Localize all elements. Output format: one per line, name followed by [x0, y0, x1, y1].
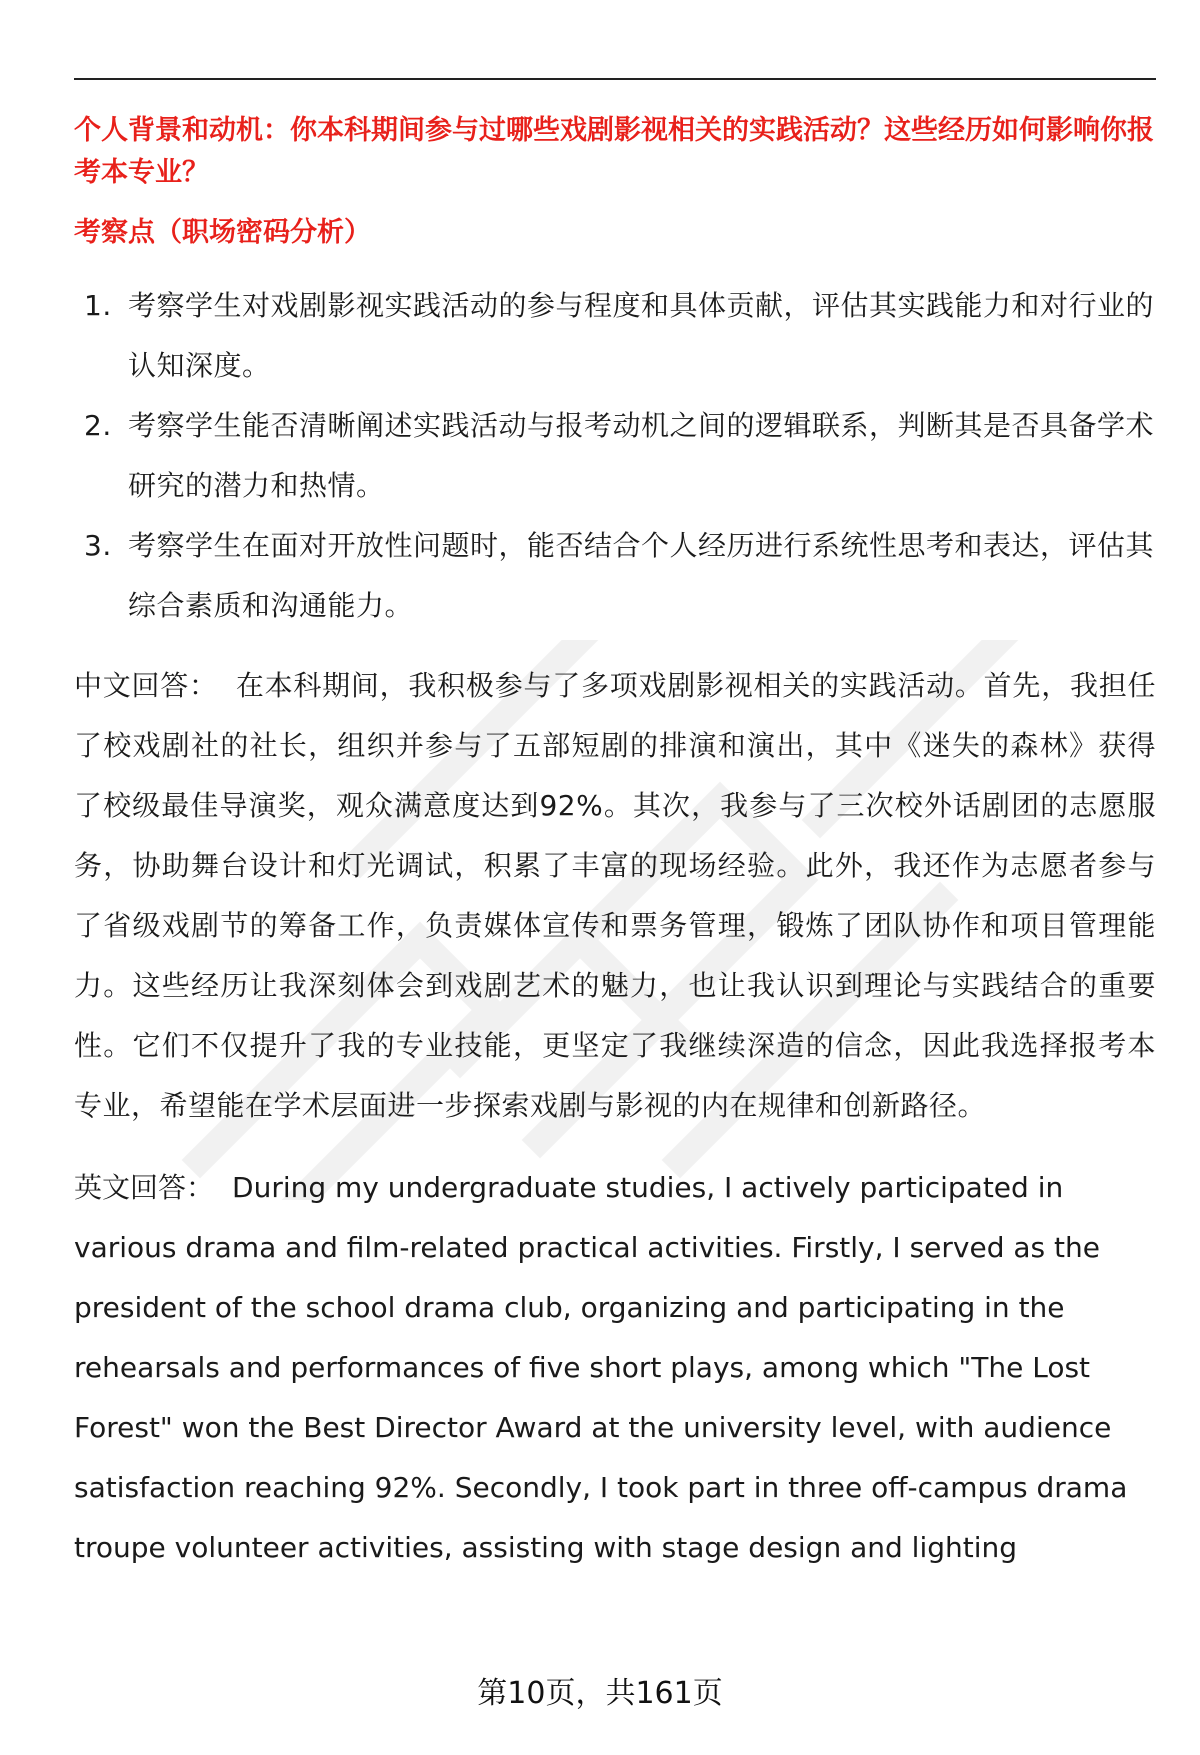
list-item	[74, 516, 1156, 636]
question-heading: 个人背景和动机：你本科期间参与过哪些戏剧影视相关的实践活动？这些经历如何影响你报考本专业？	[74, 115, 1154, 188]
list-item	[74, 396, 1156, 516]
list-item-text: 考察学生对戏剧影视实践活动的参与程度和具体贡献，评估其实践能力和对行业的认知深度。	[128, 289, 1155, 382]
english-answer-label: 英文回答：	[74, 1171, 215, 1204]
list-item	[74, 276, 1156, 396]
page-number-footer: 第10页，共161页	[477, 1676, 723, 1711]
list-item-text: 考察学生在面对开放性问题时，能否结合个人经历进行系统性思考和表达，评估其综合素质和沟通能力。	[128, 529, 1155, 622]
section-heading: 考察点（职场密码分析）	[74, 217, 371, 248]
chinese-answer-paragraph	[74, 656, 1156, 1136]
english-answer-text: During my undergraduate studies, I actively participated in various drama and film-related practical activities. Firstly, I served as the president of the school drama club, organizing and participating in the rehearsals and performances of five short plays, among which "The Lost Forest" won the Best Director Award at the university level, with audience satisfaction reaching 92%. Secondly, I took part in three off-campus drama troupe volunteer activities, assisting with stage design and lighting	[74, 1171, 1128, 1564]
document-body	[74, 110, 1156, 1578]
english-answer-paragraph	[74, 1158, 1156, 1578]
list-item-number: 3.	[84, 529, 112, 562]
chinese-answer-text: 在本科期间，我积极参与了多项戏剧影视相关的实践活动。首先，我担任了校戏剧社的社长，组织并参与了五部短剧的排演和演出，其中《迷失的森林》获得了校级最佳导演奖，观众满意度达到92%。其次，我参与了三次校外话剧团的志愿服务，协助舞台设计和灯光调试，积累了丰富的现场经验。此外，我还作为志愿者参与了省级戏剧节的筹备工作，负责媒体宣传和票务管理，锻炼了团队协作和项目管理能力。这些经历让我深刻体会到戏剧艺术的魅力，也让我认识到理论与实践结合的重要性。它们不仅提升了我的专业技能，更坚定了我继续深造的信念，因此我选择报考本专业，希望能在学术层面进一步探索戏剧与影视的内在规律和创新路径。	[74, 669, 1156, 1122]
top-divider	[74, 78, 1156, 80]
chinese-answer-label: 中文回答：	[74, 669, 218, 702]
list-item-number: 2.	[84, 409, 112, 442]
list-item-number: 1.	[84, 289, 112, 322]
assessment-points-list	[74, 276, 1156, 636]
list-item-text: 考察学生能否清晰阐述实践活动与报考动机之间的逻辑联系，判断其是否具备学术研究的潜力和热情。	[128, 409, 1155, 502]
